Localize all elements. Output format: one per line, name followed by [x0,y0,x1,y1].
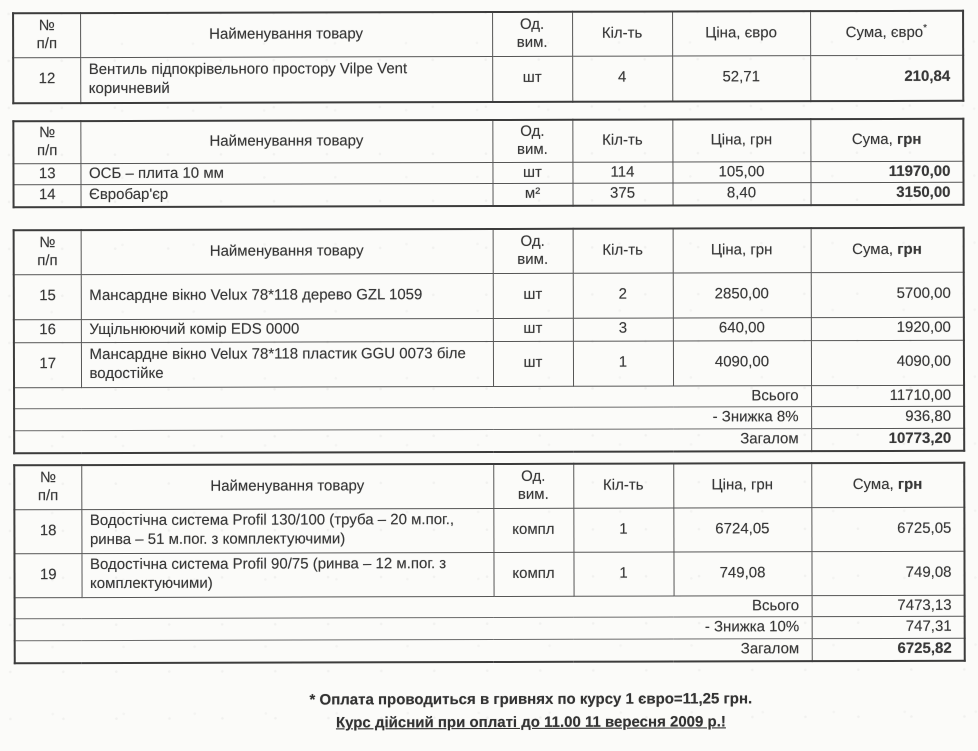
col-header-qty: Кіл-ть [573,229,673,273]
item-unit: шт [492,56,572,102]
item-price: 52,71 [672,55,810,101]
item-qty: 375 [572,183,672,206]
item-unit: шт [493,341,573,386]
table-row [14,340,964,387]
sum-header-currency: грн [897,475,923,493]
item-unit: компл [493,552,573,596]
col-header-qty: Кіл-ть [572,12,672,56]
col-header-price: Ціна, грн [673,228,811,272]
item-number: 14 [14,185,81,207]
col-header-qty: Кіл-ть [573,464,673,508]
col-header-price: Ціна, грн [673,463,811,507]
col-header-sum [811,463,964,507]
totals-row-grand-total [15,638,965,663]
col-header-unit: Од. вим. [492,12,572,56]
sum-header-text: Сума, євро [845,24,924,42]
col-header-number: № п/п [14,230,81,274]
table-header-row [14,228,964,274]
payment-footnote [42,687,978,736]
item-number: 16 [14,319,81,342]
totals-row-grand-total [14,428,964,453]
grand-total-value: 6725,82 [812,638,965,661]
item-name: Вентиль підпокрівельного простору Vilpe Vent коричневий [80,56,492,103]
discount-label: - Знижка 8% [14,407,811,431]
totals-row-subtotal [14,385,964,409]
item-sum: 210,84 [810,55,963,101]
item-qty: 1 [573,552,673,596]
item-name: Ущільнюючий комір EDS 0000 [81,318,493,342]
sum-header-currency: грн [896,130,922,148]
sum-header-text: Сума, [852,475,894,493]
item-price: 4090,00 [673,340,811,385]
subtotal-label: Всього [14,385,811,409]
table-row [14,317,964,342]
col-header-number: № п/п [13,13,80,57]
item-unit: шт [493,273,573,318]
sum-header-text: Сума, [851,130,893,148]
grand-total-value: 10773,20 [811,428,964,451]
col-header-unit: Од. вим. [492,120,572,162]
item-unit: шт [492,162,572,184]
col-header-unit: Од. вим. [493,464,573,508]
items-table-uah-2 [13,227,966,454]
col-header-number: № п/п [14,465,81,509]
totals-row-discount [15,617,965,641]
item-number: 19 [14,553,81,597]
item-sum: 1920,00 [811,317,964,340]
item-unit: шт [493,318,573,341]
item-name: ОСБ – плита 10 мм [80,162,492,185]
footnote-exchange-rate: * Оплата проводиться в гривнях по курсу 1 євро=11,25 грн. [309,690,753,709]
grand-total-label: Загалом [14,429,811,453]
col-header-name: Найменування товару [80,120,492,163]
col-header-qty: Кіл-ть [572,120,672,162]
table-row [14,183,964,208]
subtotal-value: 11710,00 [811,385,964,407]
item-qty: 3 [573,318,673,341]
totals-row-discount [14,407,964,431]
item-sum: 749,08 [811,551,964,595]
table-header-row [13,11,963,57]
col-header-name: Найменування товару [81,464,493,509]
table-row [14,551,964,597]
item-number: 17 [14,342,81,387]
grand-total-label: Загалом [15,639,812,663]
discount-value: 936,80 [811,407,964,429]
footnote-rate-validity: Курс дійсний при оплаті до 11.00 11 вересня 2009 р.! [335,713,726,732]
item-qty: 4 [572,56,672,102]
item-price: 6724,05 [673,507,811,551]
item-sum: 6725,05 [811,507,964,551]
col-header-name: Найменування товару [80,12,492,57]
table-row [14,507,964,553]
table-header-row [13,119,963,163]
item-number: 15 [14,274,81,319]
col-header-price: Ціна, грн [672,119,810,161]
item-sum: 4090,00 [811,340,964,385]
sum-header-currency: грн [897,240,922,258]
item-number: 13 [13,163,80,185]
table-row [13,161,963,185]
item-unit: компл [493,508,573,552]
item-name: Водостічна система Profil 90/75 (ринва – 12 м.пог. з комплектуючими) [81,552,493,597]
col-header-sum [810,11,963,55]
item-price: 2850,00 [673,272,811,317]
item-price: 105,00 [672,161,810,183]
item-number: 18 [14,509,81,553]
table-row [14,272,964,319]
item-name: Мансардне вікно Velux 78*118 пластик GGU 0073 біле водостійке [81,341,493,387]
subtotal-value: 7473,13 [812,595,965,617]
item-qty: 1 [573,341,673,386]
col-header-sum [810,119,963,161]
discount-label: - Знижка 10% [15,617,812,641]
col-header-number: № п/п [13,121,80,163]
table-header-row [14,463,964,509]
col-header-price: Ціна, євро [672,11,810,55]
footnote-asterisk: * [923,23,928,35]
item-name: Мансардне вікно Velux 78*118 дерево GZL 1059 [81,273,493,319]
subtotal-label: Всього [15,595,812,619]
item-price: 8,40 [672,183,810,206]
item-sum: 3150,00 [810,183,963,206]
item-sum: 11970,00 [810,161,963,183]
col-header-sum [811,228,964,272]
item-name: Євробар'єр [81,184,493,207]
item-qty: 114 [572,162,672,184]
items-table-uah-1 [12,118,964,208]
item-price: 749,08 [673,551,811,595]
item-number: 12 [13,57,80,103]
totals-row-subtotal [15,595,965,619]
col-header-unit: Од. вим. [493,229,573,273]
discount-value: 747,31 [812,617,965,639]
items-table-uah-3 [13,462,966,664]
col-header-name: Найменування товару [81,229,493,274]
item-price: 640,00 [673,317,811,340]
items-table-eur [12,10,964,104]
item-sum: 5700,00 [811,272,964,317]
item-qty: 1 [573,508,673,552]
table-row [13,55,963,103]
item-unit: м² [492,184,572,206]
sum-header-text: Сума, [852,240,894,258]
item-name: Водостічна система Profil 130/100 (труба – 20 м.пог., ринва – 51 м.пог. з комплектуючими) [81,508,493,553]
item-qty: 2 [573,273,673,318]
